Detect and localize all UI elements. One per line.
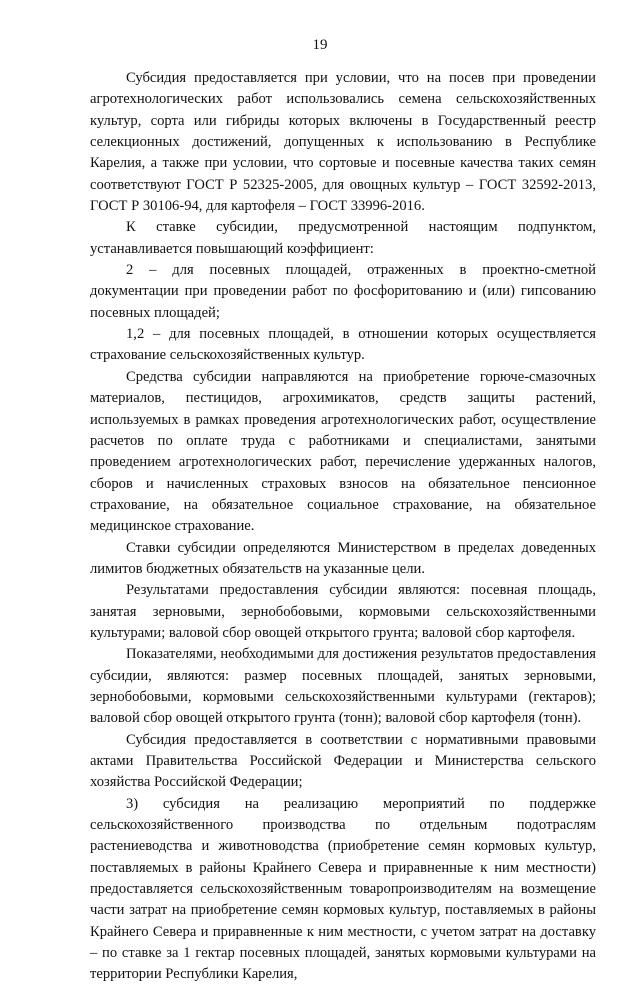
paragraph: 2 – для посевных площадей, отраженных в проектно-сметной документации при проведении работ по фосфоритованию и (или) гипсованию посевных площадей; xyxy=(90,262,596,321)
page-number: 19 xyxy=(312,37,328,53)
paragraph: Показателями, необходимыми для достижения результатов предоставления субсидии, являются: размер посевных площадей, занятых зерновыми, зернобобовыми, кормовыми сельскохозяйственными культурами (гектаров); валовой сбор овощей открытого грунта (тонн); валовой сбор картофеля (тонн). xyxy=(90,646,596,727)
paragraph: К ставке субсидии, предусмотренной настоящим подпунктом, устанавливается повышающий коэффициент: xyxy=(90,219,596,257)
paragraph: 1,2 – для посевных площадей, в отношении которых осуществляется страхование сельскохозяйственных культур. xyxy=(90,326,596,364)
paragraph: 3) субсидия на реализацию мероприятий по поддержке сельскохозяйственного производства по отдельным подотраслям растениеводства и животноводства (приобретение семян кормовых культур, поставляемых в районы Крайнего Севера и приравненные к ним местности) предоставляется сельскохозяйственным товаропроизводителям на возмещение части затрат на приобретение семян кормовых культур, поставляемых в районы Крайнего Севера и приравненные к ним местности, с учетом затрат на доставку – по ставке за 1 гектар посевных площадей, занятых кормовыми культурами на территории Республики Карелия, xyxy=(90,795,596,983)
paragraph: Субсидия предоставляется в соответствии с нормативными правовыми актами Правительства Российской Федерации и Министерства сельского хозяйства Российской Федерации; xyxy=(90,731,596,791)
document-body xyxy=(90,68,596,986)
paragraph: Ставки субсидии определяются Министерством в пределах доведенных лимитов бюджетных обязательств на указанные цели. xyxy=(90,539,596,577)
paragraph: Средства субсидии направляются на приобретение горюче-смазочных материалов, пестицидов, агрохимикатов, средств защиты растений, используемых в рамках проведения агротехнологических работ, осуществление расчетов по оплате труда с работниками и специалистами, занятыми проведением агротехнологических работ, перечисление удержанных налогов, сборов и начисленных страховых взносов на обязательное пенсионное страхование, на обязательное социальное страхование, на обязательное медицинское страхование. xyxy=(90,368,596,535)
paragraph: Результатами предоставления субсидии являются: посевная площадь, занятая зерновыми, зернобобовыми, кормовыми сельскохозяйственными культурами; валовой сбор овощей открытого грунта; валовой сбор картофеля. xyxy=(90,582,596,641)
paragraph: Субсидия предоставляется при условии, что на посев при проведении агротехнологических работ использовались семена сельскохозяйственных культур, сорта или гибриды которых включены в Государственный реестр селекционных достижений, допущенных к использованию в Республике Карелия, а также при условии, что сортовые и посевные качества таких семян соответствуют ГОСТ Р 52325-2005, для овощных культур – ГОСТ 32592-2013, ГОСТ Р 30106-94, для картофеля – ГОСТ 33996-2016. xyxy=(90,70,596,215)
